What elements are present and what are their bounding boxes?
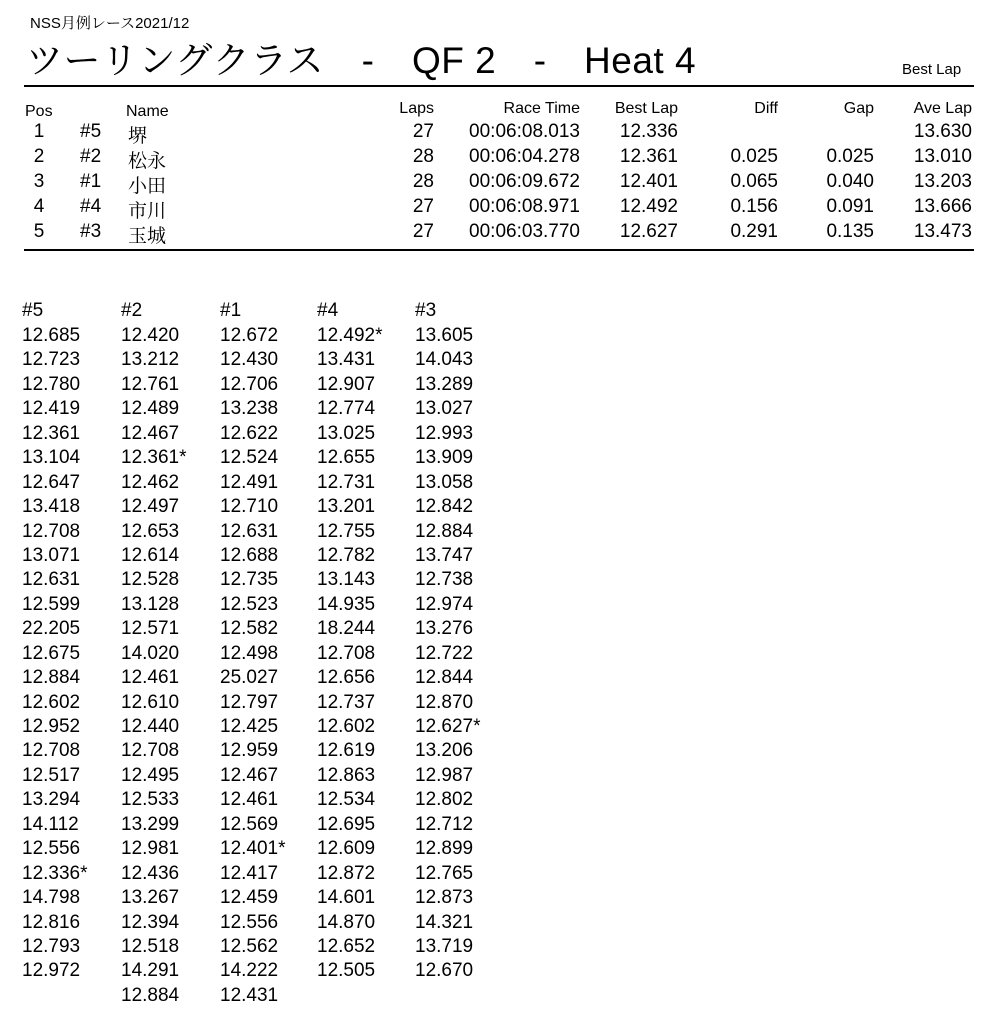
lap-time: 12.523 <box>220 593 279 615</box>
lap-time: 12.765 <box>415 862 474 884</box>
lap-column-header: #3 <box>415 300 437 321</box>
lap-time: 12.959 <box>220 740 279 762</box>
result-driver-name: 松永 <box>128 151 167 172</box>
lap-time: 12.695 <box>317 813 376 835</box>
result-diff: 0.065 <box>730 171 778 192</box>
lap-time: 12.602 <box>317 716 376 737</box>
lap-column-header: #5 <box>22 300 44 321</box>
lap-time: 12.489 <box>121 398 180 420</box>
lap-time: 12.462 <box>121 471 180 493</box>
lap-time: 12.782 <box>317 544 376 566</box>
lap-time: 12.431 <box>220 984 279 1006</box>
lap-time: 12.816 <box>22 911 81 933</box>
result-diff: 0.156 <box>730 196 778 217</box>
result-ave-lap: 13.473 <box>913 221 972 242</box>
result-car-number: #2 <box>80 146 102 167</box>
lap-time: 12.610 <box>121 691 180 713</box>
result-ave-lap: 13.666 <box>913 196 972 217</box>
lap-time: 12.524 <box>220 447 279 469</box>
lap-time: 12.518 <box>121 935 180 957</box>
lap-time: 13.206 <box>415 740 474 762</box>
lap-time: 12.436 <box>121 862 180 884</box>
result-driver-name: 堺 <box>128 126 148 147</box>
lap-time: 14.112 <box>22 813 79 835</box>
lap-time: 13.719 <box>415 935 474 957</box>
lap-time: 12.631 <box>22 569 81 591</box>
lap-time: 12.602 <box>22 691 81 713</box>
lap-time: 12.401* <box>220 838 286 860</box>
lap-time: 12.495 <box>121 764 180 786</box>
result-best-lap: 12.627 <box>619 221 678 242</box>
lap-time: 14.601 <box>317 887 376 909</box>
lap-time: 12.461 <box>121 667 180 689</box>
result-gap: 0.091 <box>826 196 874 217</box>
lap-column-header: #2 <box>121 300 143 321</box>
lap-time: 12.361* <box>121 447 187 469</box>
lap-time: 12.505 <box>317 960 376 982</box>
result-car-number: #4 <box>80 196 102 217</box>
lap-time: 12.582 <box>220 618 279 640</box>
lap-time: 12.884 <box>121 984 180 1006</box>
lap-time: 12.780 <box>22 373 81 395</box>
lap-time: 13.276 <box>415 618 474 640</box>
result-gap: 0.135 <box>826 221 874 242</box>
lap-time: 12.417 <box>220 862 279 884</box>
lap-time: 13.212 <box>121 349 180 371</box>
result-gap: 0.025 <box>826 146 874 167</box>
lap-time: 12.533 <box>121 789 180 811</box>
result-laps: 27 <box>412 121 434 142</box>
lap-time: 12.675 <box>22 642 81 664</box>
result-ave-lap: 13.203 <box>913 171 972 192</box>
lap-time: 12.844 <box>415 667 474 689</box>
lap-column <box>22 298 112 984</box>
lap-time: 12.723 <box>22 349 81 371</box>
event-name: NSS月例レース2021/12 <box>30 15 190 32</box>
lap-time: 13.294 <box>22 789 81 811</box>
lap-time: 12.722 <box>415 642 474 664</box>
result-laps: 28 <box>412 146 434 167</box>
result-race-time: 00:06:04.278 <box>469 146 580 167</box>
result-pos: 5 <box>33 221 45 242</box>
result-driver-name: 市川 <box>128 201 167 222</box>
lap-time: 12.394 <box>121 911 180 933</box>
result-diff: 0.025 <box>730 146 778 167</box>
result-best-lap: 12.401 <box>619 171 678 192</box>
lap-time: 12.987 <box>415 764 474 786</box>
lap-time: 12.653 <box>121 520 180 542</box>
lap-time: 12.738 <box>415 569 474 591</box>
lap-time: 14.935 <box>317 593 376 615</box>
lap-time: 18.244 <box>317 618 376 640</box>
lap-time: 12.774 <box>317 398 376 420</box>
lap-time: 12.672 <box>220 325 279 346</box>
lap-time: 14.222 <box>220 960 279 982</box>
header-pos: Pos <box>25 103 53 120</box>
lap-column <box>317 298 407 984</box>
result-car-number: #1 <box>80 171 102 192</box>
lap-time: 12.562 <box>220 935 279 957</box>
lap-time: 12.461 <box>220 789 279 811</box>
result-row <box>0 146 985 170</box>
header-ave-lap: Ave Lap <box>913 100 972 117</box>
lap-time: 12.731 <box>317 471 376 493</box>
lap-time: 12.708 <box>317 642 376 664</box>
result-pos: 1 <box>33 121 45 142</box>
lap-time: 12.863 <box>317 764 376 786</box>
lap-time: 12.737 <box>317 691 376 713</box>
lap-time: 14.043 <box>415 349 474 371</box>
lap-time: 13.605 <box>415 325 474 346</box>
result-laps: 27 <box>412 196 434 217</box>
lap-time: 13.909 <box>415 447 474 469</box>
lap-time: 13.299 <box>121 813 180 835</box>
result-car-number: #5 <box>80 121 102 142</box>
result-race-time: 00:06:03.770 <box>469 221 580 242</box>
lap-time: 14.291 <box>121 960 180 982</box>
lap-time: 12.534 <box>317 789 376 811</box>
lap-time: 12.797 <box>220 691 279 713</box>
lap-time: 12.708 <box>22 520 81 542</box>
result-pos: 2 <box>33 146 45 167</box>
lap-time: 12.755 <box>317 520 376 542</box>
lap-time: 12.627* <box>415 716 481 737</box>
result-diff: 0.291 <box>730 221 778 242</box>
lap-time: 13.104 <box>22 447 81 469</box>
header-gap: Gap <box>843 100 874 117</box>
result-row <box>0 221 985 245</box>
lap-time: 12.420 <box>121 325 180 346</box>
result-best-lap: 12.361 <box>619 146 678 167</box>
lap-time: 12.622 <box>220 422 279 444</box>
lap-time: 12.569 <box>220 813 279 835</box>
lap-time: 12.419 <box>22 398 81 420</box>
lap-time: 14.870 <box>317 911 376 933</box>
lap-time: 12.652 <box>317 935 376 957</box>
lap-time: 12.491 <box>220 471 279 493</box>
lap-time: 13.201 <box>317 496 376 518</box>
lap-time: 13.025 <box>317 422 376 444</box>
result-row <box>0 121 985 145</box>
lap-time: 13.267 <box>121 887 180 909</box>
lap-time: 12.981 <box>121 838 180 860</box>
lap-time: 12.761 <box>121 373 180 395</box>
lap-time: 12.870 <box>415 691 474 713</box>
lap-time: 13.027 <box>415 398 474 420</box>
lap-column <box>415 298 505 984</box>
lap-time: 12.708 <box>22 740 81 762</box>
result-race-time: 00:06:08.971 <box>469 196 580 217</box>
lap-time: 12.571 <box>121 618 180 640</box>
lap-time: 12.802 <box>415 789 474 811</box>
lap-time: 13.128 <box>121 593 180 615</box>
lap-time: 12.647 <box>22 471 81 493</box>
lap-time: 12.614 <box>121 544 180 566</box>
lap-time: 12.907 <box>317 373 376 395</box>
lap-time: 12.619 <box>317 740 376 762</box>
lap-time: 12.884 <box>415 520 474 542</box>
lap-time: 12.735 <box>220 569 279 591</box>
lap-time: 12.556 <box>220 911 279 933</box>
result-driver-name: 玉城 <box>128 226 167 247</box>
result-pos: 4 <box>33 196 45 217</box>
lap-time: 13.747 <box>415 544 474 566</box>
lap-time: 13.418 <box>22 496 81 518</box>
result-ave-lap: 13.630 <box>913 121 972 142</box>
lap-time: 12.873 <box>415 887 474 909</box>
lap-time: 12.842 <box>415 496 474 518</box>
lap-time: 12.710 <box>220 496 279 518</box>
result-pos: 3 <box>33 171 45 192</box>
lap-time: 12.599 <box>22 593 81 615</box>
header-diff: Diff <box>754 100 778 117</box>
lap-time: 12.528 <box>121 569 180 591</box>
result-row <box>0 171 985 195</box>
lap-time: 13.058 <box>415 471 474 493</box>
result-ave-lap: 13.010 <box>913 146 972 167</box>
lap-time: 13.238 <box>220 398 279 420</box>
lap-time: 12.685 <box>22 325 81 346</box>
lap-time: 12.670 <box>415 960 474 982</box>
lap-time: 12.497 <box>121 496 180 518</box>
result-row <box>0 196 985 220</box>
result-race-time: 00:06:08.013 <box>469 121 580 142</box>
lap-column <box>220 298 310 1008</box>
lap-time: 12.556 <box>22 838 81 860</box>
lap-time: 12.708 <box>121 740 180 762</box>
result-laps: 28 <box>412 171 434 192</box>
lap-time: 12.993 <box>415 422 474 444</box>
lap-time: 12.972 <box>22 960 81 982</box>
page-title: ツーリングクラス - QF 2 - Heat 4 <box>26 40 697 81</box>
result-laps: 27 <box>412 221 434 242</box>
lap-time: 12.712 <box>415 813 474 835</box>
lap-time: 12.517 <box>22 764 81 786</box>
lap-time: 12.430 <box>220 349 279 371</box>
lap-time: 12.655 <box>317 447 376 469</box>
lap-time: 14.020 <box>121 642 180 664</box>
lap-time: 13.143 <box>317 569 376 591</box>
result-car-number: #3 <box>80 221 102 242</box>
lap-time: 22.205 <box>22 618 81 640</box>
lap-time: 12.656 <box>317 667 376 689</box>
header-race-time: Race Time <box>503 100 580 117</box>
result-best-lap: 12.492 <box>619 196 678 217</box>
lap-time: 12.459 <box>220 887 279 909</box>
lap-column <box>121 298 211 1008</box>
result-race-time: 00:06:09.672 <box>469 171 580 192</box>
result-driver-name: 小田 <box>128 176 167 197</box>
lap-time: 14.798 <box>22 887 81 909</box>
header-laps: Laps <box>399 100 434 117</box>
lap-time: 13.071 <box>22 544 81 566</box>
result-gap: 0.040 <box>826 171 874 192</box>
lap-time: 12.467 <box>220 764 279 786</box>
best-lap-label: Best Lap <box>902 61 962 78</box>
header-rule <box>24 85 974 87</box>
lap-column-header: #4 <box>317 300 339 321</box>
lap-time: 12.706 <box>220 373 279 395</box>
lap-time: 12.631 <box>220 520 279 542</box>
lap-time: 14.321 <box>415 911 474 933</box>
result-best-lap: 12.336 <box>619 121 678 142</box>
lap-time: 12.872 <box>317 862 376 884</box>
lap-time: 13.431 <box>317 349 376 371</box>
lap-time: 12.425 <box>220 716 279 737</box>
lap-time: 12.793 <box>22 935 81 957</box>
lap-time: 12.440 <box>121 716 180 737</box>
results-rule <box>24 249 974 251</box>
lap-time: 12.609 <box>317 838 376 860</box>
lap-time: 12.899 <box>415 838 474 860</box>
lap-time: 25.027 <box>220 667 279 689</box>
lap-time: 12.467 <box>121 422 180 444</box>
lap-time: 12.336* <box>22 862 88 884</box>
lap-column-header: #1 <box>220 300 242 321</box>
lap-time: 12.361 <box>22 422 81 444</box>
lap-time: 12.492* <box>317 325 383 346</box>
header-name: Name <box>126 103 169 120</box>
lap-time: 12.974 <box>415 593 474 615</box>
lap-time: 12.688 <box>220 544 279 566</box>
lap-time: 13.289 <box>415 373 474 395</box>
lap-time: 12.952 <box>22 716 81 737</box>
lap-time: 12.498 <box>220 642 279 664</box>
header-best-lap: Best Lap <box>614 100 678 117</box>
lap-time: 12.884 <box>22 667 81 689</box>
